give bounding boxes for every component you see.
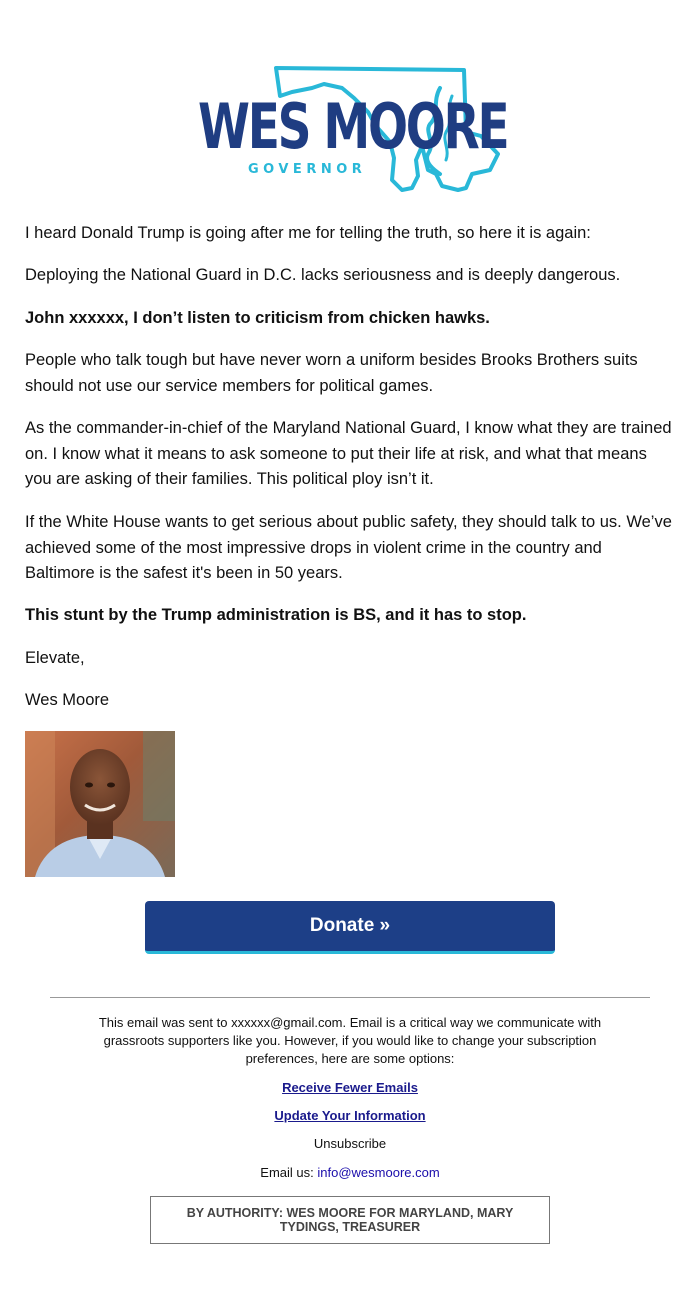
sign-off: Elevate,	[25, 649, 85, 667]
donate-button[interactable]: Donate »	[145, 901, 555, 954]
footer-notice: This email was sent to xxxxxx@gmail.com. Email is a critical way we communicate with grassroots supporters like you. However, if you would like to change your subscription preferences, here are some options:	[98, 1015, 602, 1066]
unsubscribe-link[interactable]: Unsubscribe	[313, 1136, 387, 1151]
campaign-logo	[196, 62, 506, 196]
email-us-label: Email us:	[260, 1165, 314, 1180]
email-paragraph-bold: John xxxxxx, I don’t listen to criticism from chicken hawks.	[25, 309, 490, 327]
email-paragraph-bold: This stunt by the Trump administration is BS, and it has to stop.	[25, 606, 527, 624]
email-us-link[interactable]: info@wesmoore.com	[317, 1165, 440, 1180]
logo-wordmark: WES MOORE	[198, 90, 508, 163]
footer-update-info-row	[75, 1107, 625, 1125]
portrait-photo	[25, 731, 175, 877]
email-paragraph: Deploying the National Guard in D.C. lacks seriousness and is deeply dangerous.	[25, 266, 621, 284]
email-paragraph: If the White House wants to get serious about public safety, they should talk to us. We’ve achieved some of the most impressive drops in violent crime in the country and Baltimore is the safest it's been in 50 years.	[25, 513, 672, 582]
footer-fewer-emails-row	[75, 1079, 625, 1097]
email-paragraph: People who talk tough but have never worn a uniform besides Brooks Brothers suits should not use our service members for political games.	[25, 351, 638, 395]
logo-subtitle: GOVERNOR	[248, 162, 367, 177]
footer-divider	[50, 997, 650, 998]
update-information-link[interactable]: Update Your Information	[274, 1108, 426, 1123]
receive-fewer-emails-link[interactable]: Receive Fewer Emails	[282, 1080, 418, 1095]
paid-for-by-disclaimer: BY AUTHORITY: WES MOORE FOR MARYLAND, MARY TYDINGS, TREASURER	[150, 1196, 550, 1244]
footer-email-us	[75, 1164, 625, 1182]
email-paragraph: I heard Donald Trump is going after me for telling the truth, so here it is again:	[25, 224, 591, 242]
signature-name: Wes Moore	[25, 691, 110, 709]
email-paragraph: As the commander-in-chief of the Maryland National Guard, I know what they are trained on. I know what it means to ask someone to put their life at risk, and what that means you are asking of their families. This political ploy isn’t it.	[25, 419, 672, 488]
